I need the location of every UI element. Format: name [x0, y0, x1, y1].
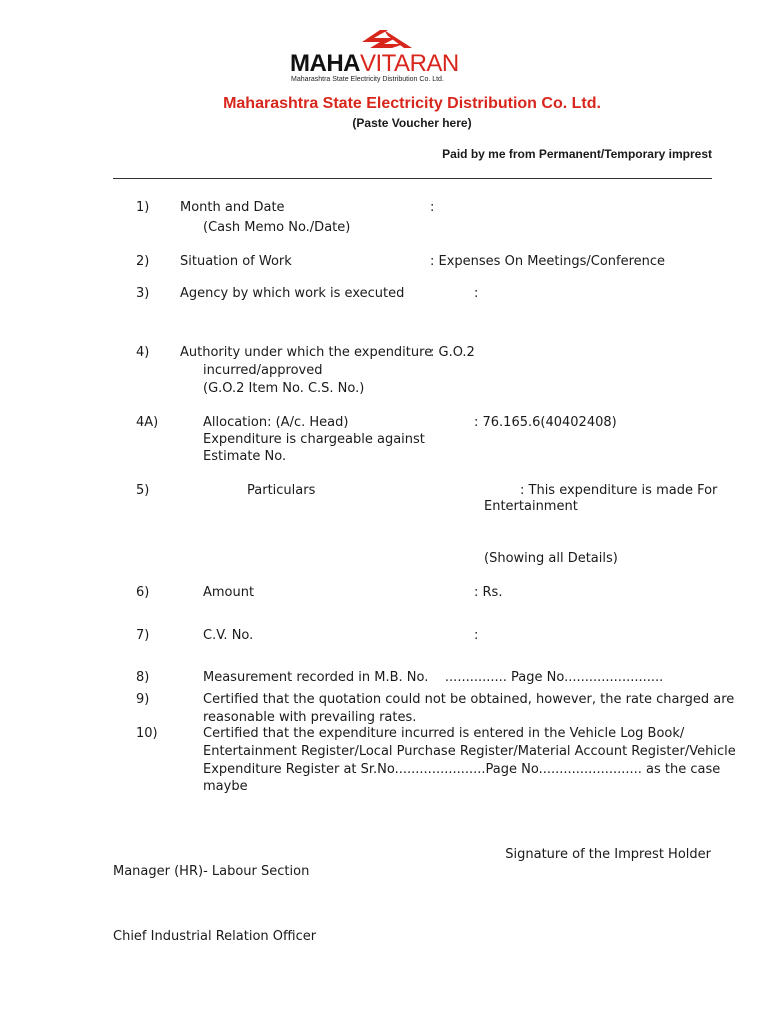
item-sublabel: incurred/approved — [203, 363, 323, 378]
item-value: : Expenses On Meetings/Conference — [430, 254, 666, 269]
item-number: 1) — [136, 200, 150, 215]
item-number: 4) — [136, 345, 150, 360]
item-label: Particulars — [247, 483, 316, 498]
item-label: Authority under which the expenditure — [180, 345, 433, 360]
manager-label: Manager (HR)- Labour Section — [113, 864, 310, 879]
item-number: 9) — [136, 692, 150, 707]
item-number: 7) — [136, 628, 150, 643]
item-number: 2) — [136, 254, 150, 269]
logo-prefix: MAHA — [290, 50, 360, 77]
item-label: Month and Date — [180, 200, 285, 215]
item-number: 5) — [136, 483, 150, 498]
item-label: Measurement recorded in M.B. No. ............... Page No........................ — [203, 670, 664, 685]
item-number: 4A) — [136, 415, 159, 430]
logo-tagline: Maharashtra State Electricity Distribution Co. Ltd. — [291, 76, 444, 83]
item-label: Amount — [203, 585, 255, 600]
item-label: Expenditure Register at Sr.No......................Page No......................... as the case — [203, 762, 721, 777]
item-label: Situation of Work — [180, 254, 292, 269]
paid-by-note: Paid by me from Permanent/Temporary imprest — [442, 147, 712, 161]
item-value: (Showing all Details) — [484, 551, 618, 566]
item-label: Agency by which work is executed — [180, 286, 405, 301]
item-label: Estimate No. — [203, 449, 287, 464]
item-value: : — [474, 628, 479, 643]
item-value: : — [430, 200, 435, 215]
item-value: : This expenditure is made For — [520, 483, 718, 498]
paste-voucher-note: (Paste Voucher here) — [352, 116, 472, 130]
item-label: Entertainment Register/Local Purchase Register/Material Account Register/Vehicle — [203, 744, 736, 759]
logo-suffix: VITARAN — [360, 50, 459, 77]
mahavitaran-logo — [284, 26, 488, 88]
item-sublabel: (Cash Memo No./Date) — [203, 220, 351, 235]
item-label: C.V. No. — [203, 628, 254, 643]
item-number: 3) — [136, 286, 150, 301]
item-sublabel: (G.O.2 Item No. C.S. No.) — [203, 381, 365, 396]
signature-label: Signature of the Imprest Holder — [505, 847, 711, 862]
header-divider — [113, 178, 712, 179]
item-value: : 76.165.6(40402408) — [474, 415, 617, 430]
item-label: Certified that the quotation could not be obtained, however, the rate charged are — [203, 692, 735, 707]
item-label: Expenditure is chargeable against — [203, 432, 425, 447]
company-title: Maharashtra State Electricity Distribution Co. Ltd. — [223, 95, 601, 112]
item-value: : Rs. — [474, 585, 503, 600]
item-number: 6) — [136, 585, 150, 600]
item-label: Allocation: (A/c. Head) — [203, 415, 349, 430]
item-label: maybe — [203, 779, 248, 794]
item-value: Entertainment — [484, 499, 578, 514]
item-value: : — [474, 286, 479, 301]
item-number: 8) — [136, 670, 150, 685]
item-label: Certified that the expenditure incurred is entered in the Vehicle Log Book/ — [203, 726, 685, 741]
cir-officer-label: Chief Industrial Relation Officer — [113, 929, 317, 944]
item-label: reasonable with prevailing rates. — [203, 710, 417, 725]
item-value: : G.O.2 — [430, 345, 475, 360]
item-number: 10) — [136, 726, 158, 741]
